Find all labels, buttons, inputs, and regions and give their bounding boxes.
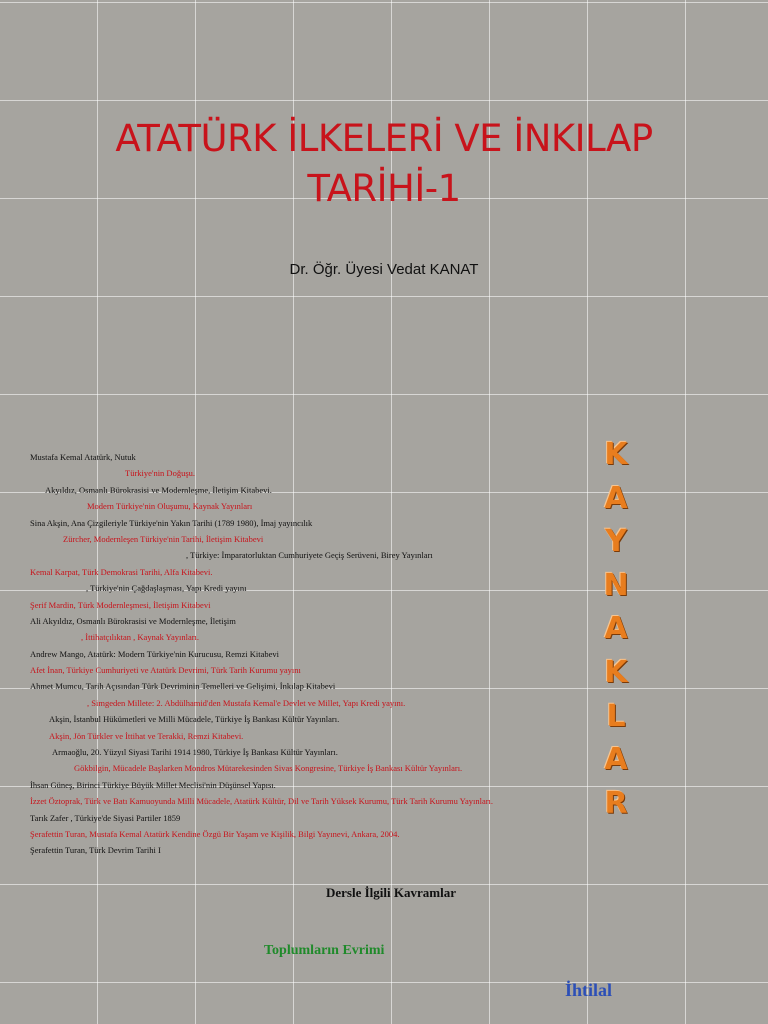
vertical-title-letter: A: [604, 480, 628, 516]
reference-item: Ahmet Mumcu, Tarih Açısından Türk Devriminin Temelleri ve Gelişimi, İnkılap Kitabevi: [30, 681, 336, 692]
vertical-title-letter: A: [604, 742, 628, 778]
reference-item: Gökbilgin, Mücadele Başlarken Mondros Mütarekesinden Sivas Kongresine, Türkiye İş Bankası Kültür Yayınları.: [74, 763, 463, 774]
concepts-heading: Dersle İlgili Kavramlar: [326, 885, 456, 900]
title-line-1: ATATÜRK İLKELERİ VE İNKILAP: [115, 117, 653, 160]
reference-item: , Türkiye'nin Çağdaşlaşması, Yapı Kredi yayını: [86, 583, 247, 594]
reference-item: Akşin, İstanbul Hükümetleri ve Milli Mücadele, Türkiye İş Bankası Kültür Yayınları.: [49, 714, 340, 725]
concept-item-toplumlarin-evrimi: Toplumların Evrimi: [264, 943, 385, 958]
reference-item: Akyıldız, Osmanlı Bürokrasisi ve Modernleşme, İletişim Kitabevi.: [45, 484, 272, 495]
reference-item: Armaoğlu, 20. Yüzyıl Siyasi Tarihi 1914 1980, Türkiye İş Bankası Kültür Yayınları.: [52, 747, 338, 758]
page-title: [0, 114, 768, 214]
reference-item: Zürcher, Modernleşen Türkiye'nin Tarihi, İletişim Kitabevi: [63, 533, 264, 544]
reference-item: Ali Akyıldız, Osmanlı Bürokrasisi ve Modernleşme, İletişim: [30, 615, 236, 626]
reference-item: Andrew Mango, Atatürk: Modern Türkiye'nin Kurucusu, Remzi Kitabevi: [30, 648, 280, 659]
reference-item: İhsan Güneş, Birinci Türkiye Büyük Millet Meclisi'nin Düşünsel Yapısı.: [30, 779, 276, 790]
reference-item: Türkiye'nin Doğuşu.: [125, 468, 195, 479]
reference-item: Şerafettin Turan, Mustafa Kemal Atatürk Kendine Özgü Bir Yaşam ve Kişilik, Bilgi Yayınevi, Ankara, 2004.: [30, 828, 400, 839]
reference-item: Kemal Karpat, Türk Demokrasi Tarihi, Alfa Kitabevi.: [30, 566, 213, 577]
vertical-title-letter: A: [604, 611, 628, 647]
vertical-title-letter: N: [603, 567, 629, 603]
reference-item: Tarık Zafer , Türkiye'de Siyasi Partiler 1859: [30, 812, 181, 823]
reference-item: , Türkiye: İmparatorluktan Cumhuriyete Geçiş Serüveni, Birey Yayınları: [186, 550, 433, 561]
reference-item: Mustafa Kemal Atatürk, Nutuk: [30, 452, 136, 462]
reference-item: Şerafettin Turan, Türk Devrim Tarihi I: [30, 845, 161, 856]
concept-item-ihtilal: İhtilal: [565, 980, 613, 1000]
reference-item: Afet İnan, Türkiye Cumhuriyeti ve Atatürk Devrimi, Türk Tarih Kurumu yayını: [30, 665, 301, 676]
vertical-title-letter: K: [604, 654, 628, 690]
author-name: Dr. Öğr. Üyesi Vedat KANAT: [289, 261, 479, 278]
reference-item: Sina Akşin, Ana Çizgileriyle Türkiye'nin Yakın Tarihi (1789 1980), İmaj yayıncılık: [30, 517, 313, 528]
reference-item: , İttihatçılıktan , Kaynak Yayınları.: [81, 632, 200, 643]
reference-item: Akşin, Jön Türkler ve İttihat ve Terakki, Remzi Kitabevi.: [49, 730, 244, 741]
references-list: [30, 449, 600, 859]
vertical-title-letter: Y: [605, 524, 627, 560]
vertical-title-letter: L: [606, 698, 626, 734]
vertical-title-letter: K: [604, 437, 628, 472]
title-slide: [0, 0, 768, 420]
vertical-title-letter: R: [604, 785, 628, 821]
title-line-2: TARİHİ-1: [307, 167, 461, 210]
vertical-title-kaynaklar: [598, 433, 634, 825]
reference-item: , Simgeden Millete: 2. Abdülhamid'den Mustafa Kemal'e Devlet ve Millet, Yapı Kredi yayını.: [87, 697, 406, 708]
reference-item: Modern Türkiye'nin Oluşumu, Kaynak Yayınları: [87, 501, 253, 512]
reference-item: Şerif Mardin, Türk Modernleşmesi, İletişim Kitabevi: [30, 599, 211, 610]
reference-item: İzzet Öztoprak, Türk ve Batı Kamuoyunda Milli Mücadele, Atatürk Kültür, Dil ve Tarih Yüksek Kurumu, Türk Tarih Kurumu Yayınları.: [30, 796, 494, 807]
